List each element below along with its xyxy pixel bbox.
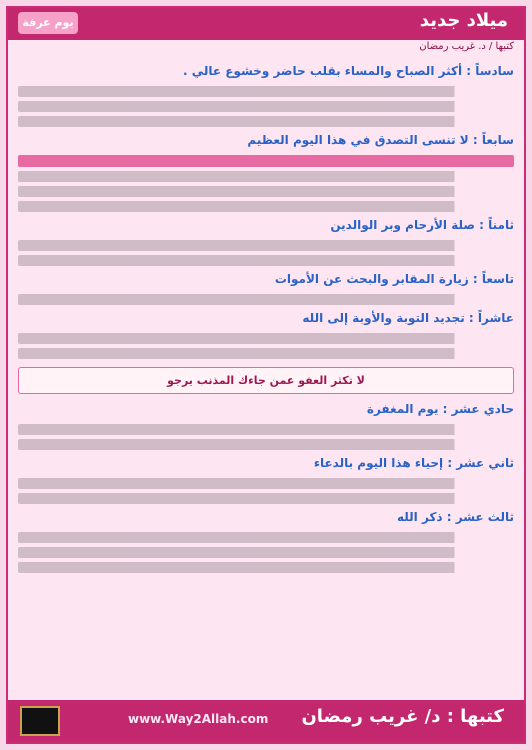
text-line	[18, 116, 514, 127]
text-line	[18, 333, 514, 344]
logo: يوم عرفة	[18, 12, 78, 34]
section-title: سابعاً : لا تنسى التصدق في هذا اليوم العظيم	[247, 133, 514, 147]
text-line	[18, 439, 514, 450]
section-title: حادي عشر : يوم المغفرة	[366, 402, 514, 416]
highlight-line	[18, 155, 514, 167]
author-top: كتبها / د. غريب رمضان	[419, 41, 514, 52]
text-line	[18, 424, 514, 435]
text-line	[18, 532, 514, 543]
text-line	[18, 101, 514, 112]
section-title: تاسعاً : زيارة المقابر والبحث عن الأموات	[274, 272, 514, 286]
content-area	[18, 58, 514, 692]
kaaba-icon	[20, 706, 60, 736]
quote-text: لا تكثر العفو عمن جاءك المذنب يرجو	[167, 374, 365, 387]
quote-box	[18, 367, 514, 394]
text-line	[18, 240, 514, 251]
footer-bar	[8, 700, 524, 742]
header-bar	[8, 8, 524, 40]
document-frame	[6, 6, 526, 744]
section-title: ثامناً : صلة الأرحام وبر الوالدين	[330, 218, 514, 232]
text-line	[18, 547, 514, 558]
text-line	[18, 186, 514, 197]
section-title: سادساً : أكثر الصباح والمساء بقلب حاضر وخشوع عالي .	[182, 64, 514, 78]
text-line	[18, 294, 514, 305]
page-title: ميلاد جديد	[419, 10, 508, 31]
text-line	[18, 201, 514, 212]
text-line	[18, 493, 514, 504]
text-line	[18, 478, 514, 489]
section-title: عاشراً : تجديد التوبة والأوبة إلى الله	[302, 311, 514, 325]
section-title: ثاني عشر : إحياء هذا اليوم بالدعاء	[313, 456, 514, 470]
text-line	[18, 562, 514, 573]
text-line	[18, 255, 514, 266]
text-line	[18, 348, 514, 359]
text-line	[18, 86, 514, 97]
footer-author: كتبها : د/ غريب رمضان	[301, 706, 504, 727]
text-line	[18, 171, 514, 182]
website-link[interactable]: www.Way2Allah.com	[128, 712, 269, 726]
section-title: ثالث عشر : ذكر الله	[397, 510, 514, 524]
